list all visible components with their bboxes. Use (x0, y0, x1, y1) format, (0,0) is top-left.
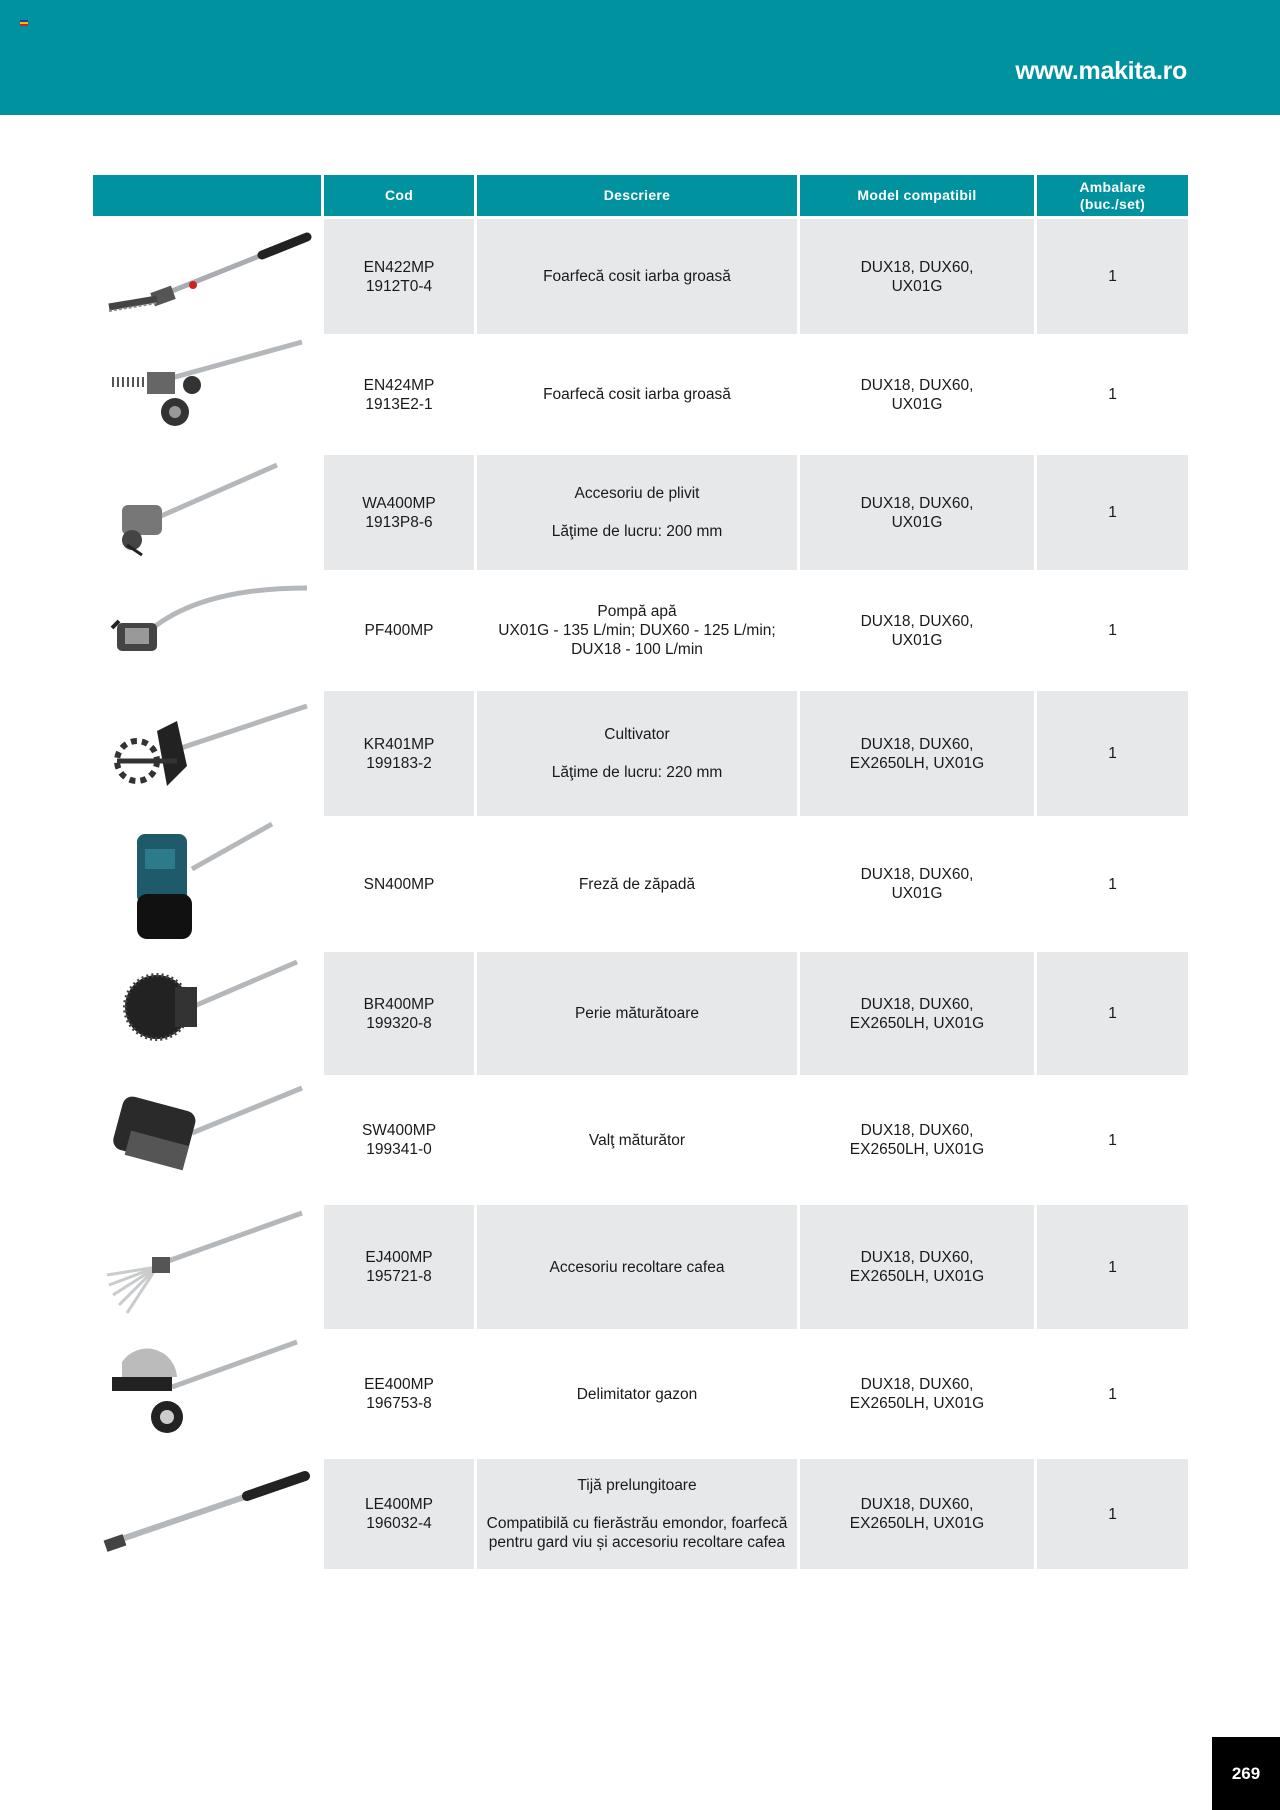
table-row (93, 691, 1188, 816)
romania-flag-icon (20, 20, 28, 26)
header-image (93, 175, 321, 216)
compatible-models: DUX18, DUX60, UX01G (860, 376, 974, 413)
hedge-trimmer-attachment-image (93, 219, 321, 334)
table-row (93, 337, 1188, 452)
product-code: WA400MP 1913P8-6 (324, 455, 474, 570)
package-quantity: 1 (1108, 622, 1117, 639)
compatible-models: DUX18, DUX60, EX2650LH, UX01G (800, 1459, 1034, 1569)
product-code: SN400MP (363, 875, 435, 893)
table-row (93, 1332, 1188, 1456)
product-description: Tijă prelungitoare Compatibilă cu fierăstrău emondor, foarfecă pentru gard viu și accesoriu recoltare cafea (477, 1459, 797, 1569)
table-row (93, 219, 1188, 334)
product-description: Pompă apă UX01G - 135 L/min; DUX60 - 125 L/min; DUX18 - 100 L/min (498, 603, 776, 658)
site-url[interactable]: www.makita.ro (1015, 57, 1187, 85)
table-row (93, 819, 1188, 949)
weeder-attachment-image (93, 455, 321, 570)
product-description: Accesoriu recoltare cafea (477, 1205, 797, 1329)
snow-thrower-attachment-image (93, 819, 321, 949)
product-code: SW400MP 199341-0 (361, 1122, 437, 1158)
header-model: Model compatibil (800, 175, 1034, 216)
table-row (93, 952, 1188, 1075)
edger-attachment-image (93, 1332, 321, 1456)
package-quantity: 1 (1037, 1205, 1188, 1329)
compatible-models: DUX18, DUX60, EX2650LH, UX01G (849, 1376, 985, 1412)
coffee-harvester-attachment-image (93, 1205, 321, 1329)
table-row (93, 1205, 1188, 1329)
table-header (93, 175, 1188, 216)
compatible-models: DUX18, DUX60, UX01G (860, 612, 974, 649)
compatible-models: DUX18, DUX60, EX2650LH, UX01G (800, 691, 1034, 816)
package-quantity: 1 (1108, 875, 1117, 893)
product-description: Freză de zăpadă (578, 875, 696, 893)
product-description: Accesoriu de plivit Lăţime de lucru: 200 mm (477, 455, 797, 570)
table-row (93, 573, 1188, 688)
table-row (93, 1078, 1188, 1202)
header-ambalare: Ambalare (buc./set) (1037, 175, 1188, 216)
product-description: Delimitator gazon (576, 1385, 698, 1403)
product-description: Foarfecă cosit iarba groasă (543, 386, 731, 403)
product-description: Perie măturătoare (477, 952, 797, 1075)
compatible-models: DUX18, DUX60, EX2650LH, UX01G (849, 1122, 985, 1158)
water-pump-attachment-image (93, 573, 321, 688)
package-quantity: 1 (1037, 219, 1188, 334)
product-code: EE400MP 196753-8 (364, 1376, 434, 1412)
product-code: KR401MP 199183-2 (324, 691, 474, 816)
bristle-brush-attachment-image (93, 952, 321, 1075)
package-quantity: 1 (1108, 386, 1117, 403)
product-code: EN422MP 1912T0-4 (324, 219, 474, 334)
header-descriere: Descriere (477, 175, 797, 216)
compatible-models: DUX18, DUX60, UX01G (800, 455, 1034, 570)
page-header (0, 0, 1280, 115)
package-quantity: 1 (1037, 455, 1188, 570)
product-code: BR400MP 199320-8 (324, 952, 474, 1075)
page-number: 269 (1212, 1737, 1280, 1810)
wheeled-grass-shear-attachment-image (93, 337, 321, 452)
product-description: Valţ măturător (588, 1131, 686, 1149)
compatible-models: DUX18, DUX60, UX01G (860, 866, 974, 902)
product-code: EN424MP 1913E2-1 (363, 376, 435, 413)
product-code: EJ400MP 195721-8 (324, 1205, 474, 1329)
package-quantity: 1 (1037, 691, 1188, 816)
product-description: Foarfecă cosit iarba groasă (477, 219, 797, 334)
extension-pole-image (93, 1459, 321, 1569)
product-description: Cultivator Lăţime de lucru: 220 mm (477, 691, 797, 816)
package-quantity: 1 (1108, 1385, 1117, 1403)
package-quantity: 1 (1037, 1459, 1188, 1569)
compatible-models: DUX18, DUX60, UX01G (800, 219, 1034, 334)
compatible-models: DUX18, DUX60, EX2650LH, UX01G (800, 1205, 1034, 1329)
product-code: LE400MP 196032-4 (324, 1459, 474, 1569)
package-quantity: 1 (1108, 1131, 1117, 1149)
compatible-models: DUX18, DUX60, EX2650LH, UX01G (800, 952, 1034, 1075)
table-row (93, 1459, 1188, 1569)
cultivator-attachment-image (93, 691, 321, 816)
product-code: PF400MP (364, 622, 434, 639)
sweeper-attachment-image (93, 1078, 321, 1202)
package-quantity: 1 (1037, 952, 1188, 1075)
table-row (93, 455, 1188, 570)
accessories-table (93, 175, 1188, 1569)
header-cod: Cod (324, 175, 474, 216)
